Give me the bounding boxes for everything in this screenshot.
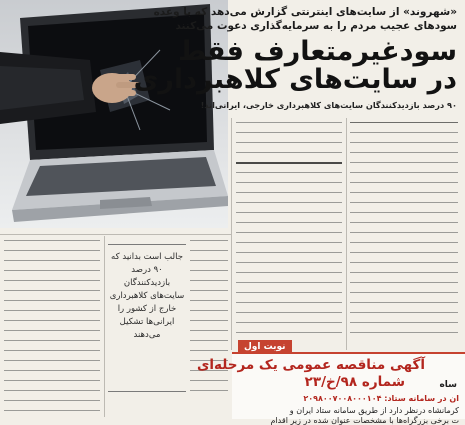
headline-kicker-line1: «شهروند» از سایت‌های اینترنتی گزارش می‌دهد که با وعده	[153, 6, 457, 18]
ad-title-line2: شماره ۹۸/خ/۲۳	[304, 374, 405, 390]
headline-kicker-line2: سودهای عجیب مردم را به سرمایه‌گذاری دعوت می‌کنند	[175, 20, 457, 32]
article-body-column-lower-left	[4, 240, 100, 415]
headline-title-line2: در سایت‌های کلاهبرداری	[133, 64, 457, 95]
ad-side-text: ساه	[439, 380, 457, 390]
column-rule	[104, 236, 105, 417]
tender-advertisement	[197, 342, 465, 425]
column-rule	[346, 118, 347, 350]
ad-line3: ت برخی بزرگراه‌ها با مشخصات عنوان شده در زیر اقدام	[270, 416, 459, 425]
ad-line2: کرمانشاه درنظر دارد از طریق سامانه ستاد ایران و	[289, 406, 459, 415]
ad-tag: نوبت اول	[238, 340, 292, 354]
laptop-hand-illustration	[0, 0, 228, 228]
pull-quote: جالب است بدانید که ۹۰ درصد بازدیدکنندگان سایت‌های کلاهبرداری خارج از کشور را ایرانی‌ها تشکیل می‌دهند	[108, 244, 186, 392]
section-rule	[0, 234, 231, 235]
ad-title-line1: آگهی مناقصه عمومی یک مرحله‌ای	[197, 357, 425, 373]
article-body-column-lower-right	[190, 240, 228, 410]
headline-subtitle: ۹۰ درصد بازدیدکنندگان سایت‌های کلاهبرداری خارجی، ایرانی‌اند!	[200, 100, 457, 110]
ad-line1: ان در سامانه ستاد: ۲۰۹۸۰۰۷۰۰۸۰۰۰۱۰۴	[303, 394, 459, 403]
article-body-column-right	[350, 122, 458, 348]
headline-title-line1: سودغیرمتعارف فقط	[177, 36, 457, 67]
column-rule	[231, 118, 232, 350]
article-photo	[0, 0, 228, 228]
article-body-column-middle	[236, 122, 342, 348]
